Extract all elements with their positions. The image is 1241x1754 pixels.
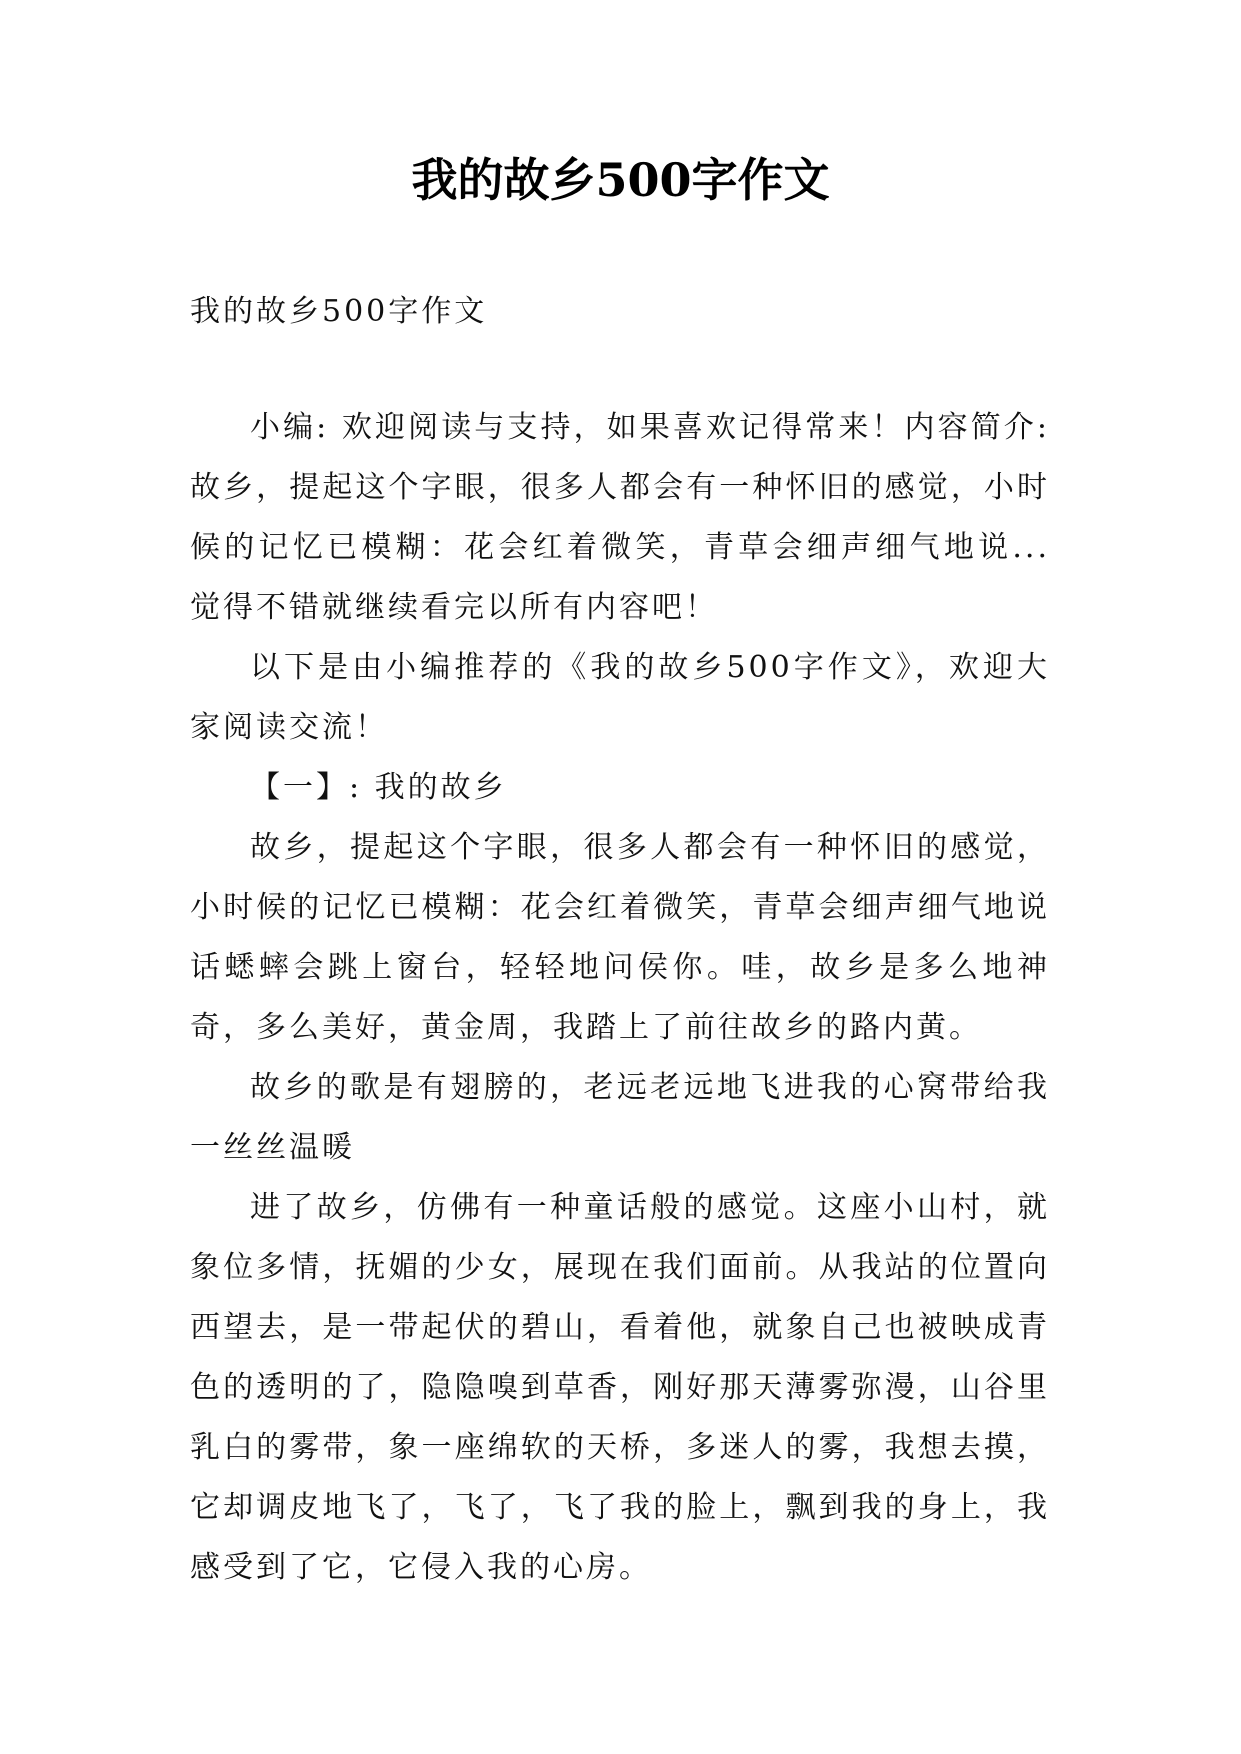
paragraph-body: 故乡的歌是有翅膀的，老远老远地飞进我的心窝带给我一丝丝温暖 xyxy=(190,1070,1050,1165)
paragraph-intro: 小编: 欢迎阅读与支持，如果喜欢记得常来！内容简介: 故乡，提起这个字眼，很多人都会有一种怀旧的感觉，小时候的记忆已模糊：花会红着微笑，青草会细声细气地说...觉得不错就继续看完以所有内容吧！ xyxy=(190,410,1050,625)
document-subtitle: 我的故乡500字作文 xyxy=(190,294,488,329)
section-heading: 【一】: 我的故乡 xyxy=(250,770,507,805)
document-body xyxy=(190,292,1050,1598)
document-title: 我的故乡500字作文 xyxy=(411,153,830,207)
paragraph-recommendation: 以下是由小编推荐的《我的故乡500字作文》，欢迎大家阅读交流！ xyxy=(190,650,1050,745)
paragraph-body: 故乡，提起这个字眼，很多人都会有一种怀旧的感觉，小时候的记忆已模糊：花会红着微笑，青草会细声细气地说话蟋蟀会跳上窗台，轻轻地问侯你。哇，故乡是多么地神奇，多么美好，黄金周，我踏上了前往故乡的路内黄。 xyxy=(190,830,1050,1045)
paragraph-body: 进了故乡，仿佛有一种童话般的感觉。这座小山村，就象位多情，抚媚的少女，展现在我们面前。从我站的位置向西望去，是一带起伏的碧山，看着他，就象自己也被映成青色的透明的了，隐隐嗅到草香，刚好那天薄雾弥漫，山谷里乳白的雾带，象一座绵软的天桥，多迷人的雾，我想去摸，它却调皮地飞了，飞了，飞了我的脸上，飘到我的身上，我感受到了它，它侵入我的心房。 xyxy=(190,1190,1050,1585)
